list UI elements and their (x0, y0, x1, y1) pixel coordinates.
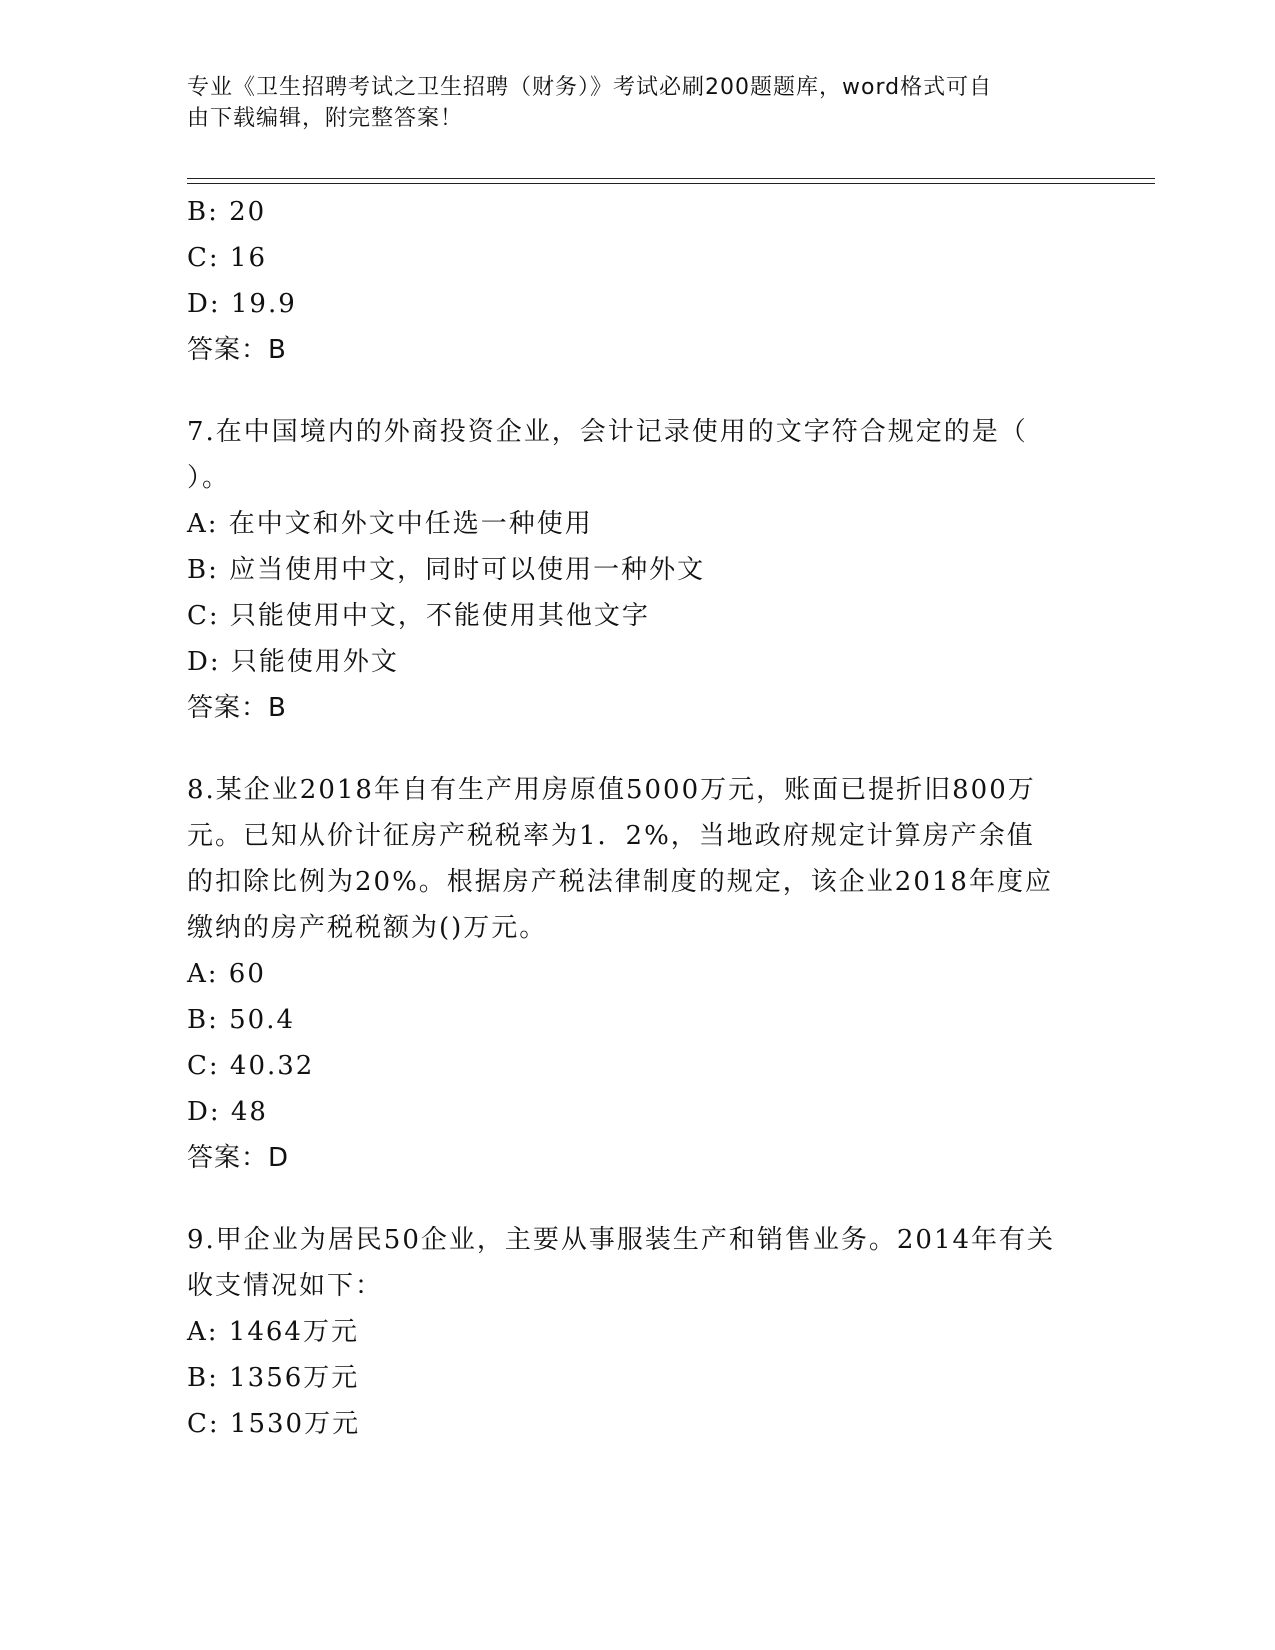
option-c: C: 40.32 (187, 1051, 315, 1081)
option-d: D: 只能使用外文 (187, 647, 399, 677)
question-stem-line: 8.某企业2018年自有生产用房原值5000万元，账面已提折旧800万 (187, 775, 1036, 805)
option-d: D: 19.9 (187, 289, 297, 319)
question-stem-line: 9.甲企业为居民50企业，主要从事服装生产和销售业务。2014年有关 (187, 1225, 1056, 1255)
question-6-tail (187, 189, 1087, 373)
answer-label: 答案：D (187, 1143, 290, 1173)
option-a: A: 60 (187, 959, 266, 989)
header-line-1: 专业《卫生招聘考试之卫生招聘（财务）》考试必刷200题题库，word格式可自 (187, 75, 993, 100)
question-content (187, 189, 1087, 1447)
option-a: A: 1464万元 (187, 1317, 359, 1347)
answer-label: 答案：B (187, 335, 287, 365)
option-c: C: 1530万元 (187, 1409, 361, 1439)
option-b: B: 20 (187, 197, 267, 227)
question-8 (187, 767, 1087, 1181)
option-b: B: 1356万元 (187, 1363, 360, 1393)
option-b: B: 50.4 (187, 1005, 296, 1035)
option-d: D: 48 (187, 1097, 268, 1127)
option-c: C: 只能使用中文，不能使用其他文字 (187, 601, 650, 631)
question-stem-line: 的扣除比例为20%。根据房产税法律制度的规定，该企业2018年度应 (187, 867, 1053, 897)
question-stem-line: 缴纳的房产税税额为()万元。 (187, 913, 548, 943)
question-7 (187, 409, 1087, 731)
header-divider-top (187, 178, 1155, 179)
option-b: B: 应当使用中文，同时可以使用一种外文 (187, 555, 706, 585)
question-stem-line: 7.在中国境内的外商投资企业，会计记录使用的文字符合规定的是（ (187, 417, 1028, 447)
header-line-2: 由下载编辑，附完整答案！ (187, 106, 464, 131)
question-stem-line: 收支情况如下： (187, 1271, 384, 1301)
question-9 (187, 1217, 1087, 1447)
question-stem-line: 元。已知从价计征房产税税率为1．2%，当地政府规定计算房产余值 (187, 821, 1035, 851)
document-header (187, 72, 1067, 134)
answer-label: 答案：B (187, 693, 287, 723)
question-stem-line: ）。 (187, 463, 231, 493)
header-divider-bottom (187, 183, 1155, 184)
option-a: A: 在中文和外文中任选一种使用 (187, 509, 593, 539)
option-c: C: 16 (187, 243, 268, 273)
